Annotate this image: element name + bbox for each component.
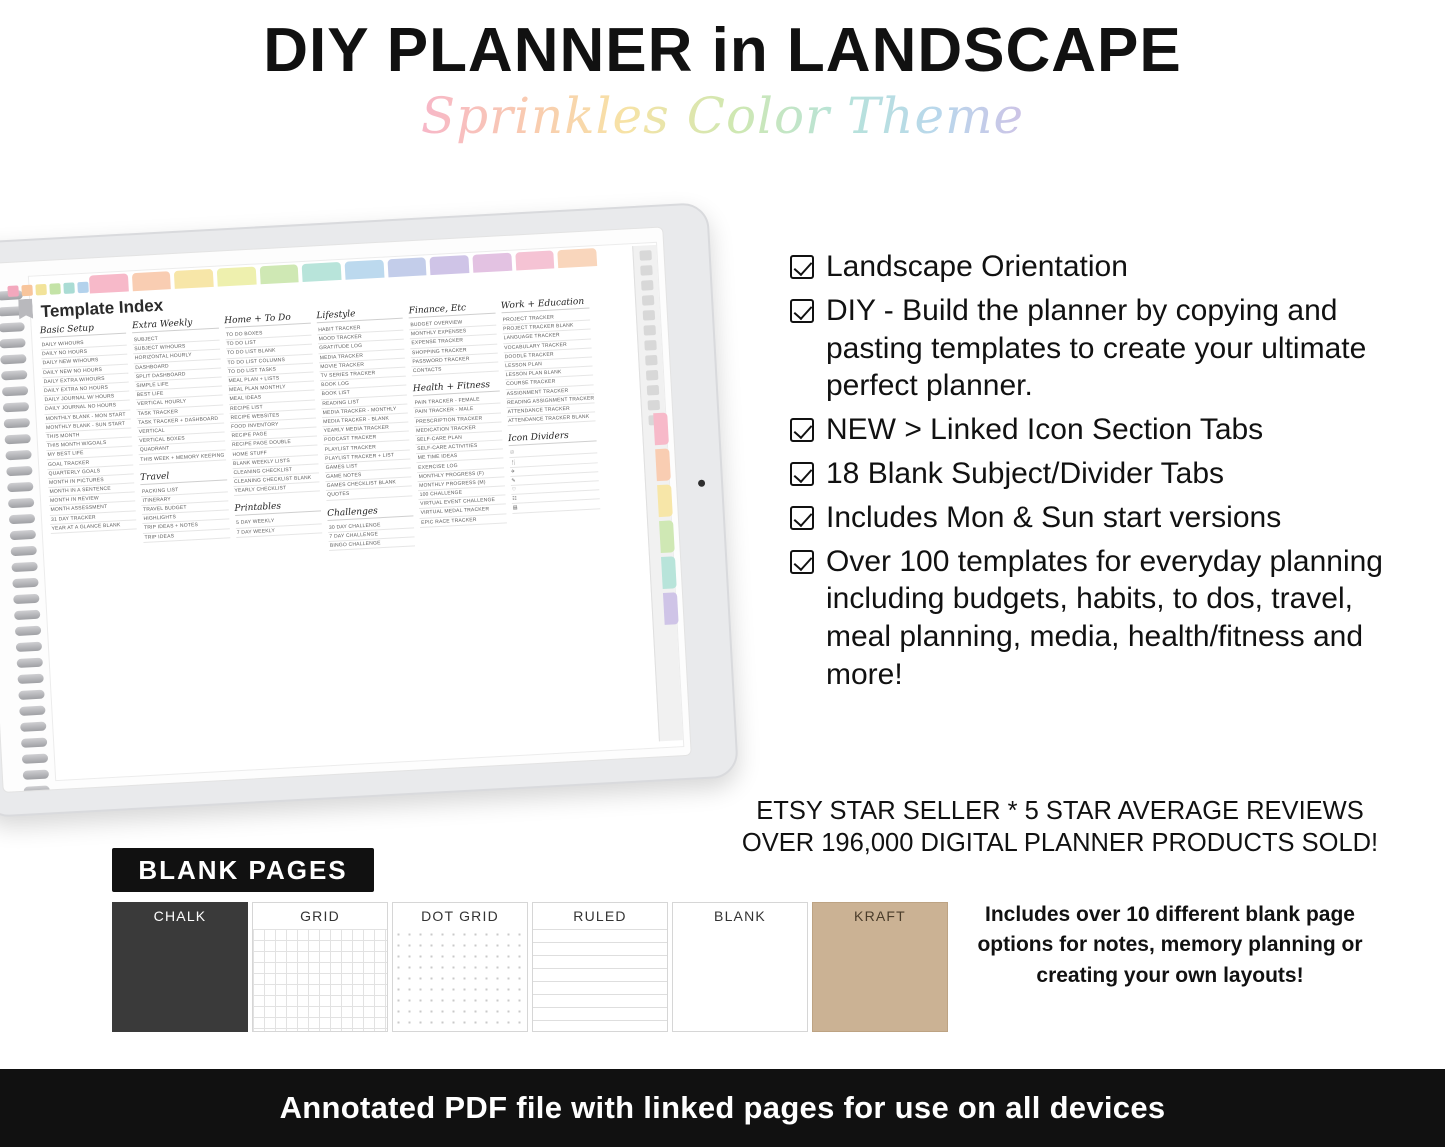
seller-line-2: OVER 196,000 DIGITAL PLANNER PRODUCTS SOLD! <box>741 829 1379 858</box>
camera-dot <box>698 479 705 486</box>
index-row[interactable]: 30 DAY CHALLENGE <box>328 519 415 533</box>
page-subtitle: Sprinkles Color Theme <box>420 87 1025 146</box>
swatch-body <box>533 929 667 1031</box>
index-row[interactable]: MONTH IN A SENTENCE <box>48 483 135 497</box>
feature-label: Includes Mon & Sun start versions <box>826 500 1282 534</box>
icon-divider-row[interactable]: ☷ <box>511 490 600 504</box>
index-row[interactable]: SUBJECT W/HOURS <box>133 341 220 355</box>
index-row[interactable]: DAILY W/HOURS <box>40 337 127 351</box>
column-heading: Extra Weekly <box>132 317 219 334</box>
index-row[interactable]: ASSIGNMENT TRACKER <box>505 385 594 399</box>
index-row[interactable]: PLAYLIST TRACKER + LIST <box>324 450 411 464</box>
index-row[interactable]: READING ASSIGNMENT TRACKER <box>506 394 595 408</box>
index-row[interactable]: PASSWORD TRACKER <box>411 353 498 367</box>
index-row[interactable]: DASHBOARD <box>134 359 221 373</box>
index-row[interactable]: LESSON PLAN <box>504 357 593 371</box>
index-row[interactable]: TO DO LIST BLANK <box>226 345 313 359</box>
index-row[interactable]: ATTENDANCE TRACKER <box>506 403 595 417</box>
checkbox-checked-icon <box>790 418 814 442</box>
index-row[interactable]: PACKING LIST <box>141 483 228 497</box>
column-heading: Travel <box>140 468 227 485</box>
swatch-label: CHALK <box>153 908 207 924</box>
feature-label: Landscape Orientation <box>826 250 1128 283</box>
subtitle-wrap <box>0 87 1445 173</box>
index-row[interactable]: MONTHLY BLANK - SUN START <box>45 419 132 433</box>
index-row[interactable]: HOME STUFF <box>231 446 318 460</box>
index-row[interactable]: THIS MONTH W/GOALS <box>46 438 133 452</box>
index-row[interactable]: GAMES LIST <box>325 459 412 473</box>
swatch-ruled[interactable] <box>532 902 668 1032</box>
seller-credentials <box>690 795 1430 859</box>
swatch-chalk[interactable] <box>112 902 248 1032</box>
feature-label: 18 Blank Subject/Divider Tabs <box>826 456 1224 490</box>
column-heading: Health + Fitness <box>413 380 500 397</box>
index-row[interactable]: TO DO LIST <box>225 336 312 350</box>
feature-item <box>790 455 1420 493</box>
checkbox-checked-icon <box>790 299 814 323</box>
index-row[interactable]: MEAL PLAN + LISTS <box>227 372 314 386</box>
blank-pages-note: Includes over 10 different blank page options for notes, memory planning or creating your own layouts! <box>977 903 1363 987</box>
column-heading: Home + To Do <box>224 312 311 329</box>
index-column-extra-weekly <box>132 317 242 769</box>
index-row[interactable]: VOCABULARY TRACKER <box>503 339 592 353</box>
feature-item <box>790 411 1420 449</box>
index-row[interactable]: MEDICATION TRACKER <box>415 422 502 436</box>
index-row[interactable]: MONTH IN PICTURES <box>48 474 135 488</box>
index-row[interactable]: BUDGET OVERVIEW <box>409 317 496 331</box>
index-row[interactable]: SELF-CARE PLAN <box>415 431 502 445</box>
index-row[interactable]: PAIN TRACKER - FEMALE <box>413 395 500 409</box>
top-color-tabs[interactable] <box>89 248 597 295</box>
swatch-label: KRAFT <box>854 908 906 924</box>
footer-banner: Annotated PDF file with linked pages for use on all devices <box>0 1069 1445 1147</box>
icon-divider-row[interactable]: ✈ <box>510 463 599 477</box>
tablet-device <box>0 202 739 818</box>
index-row[interactable]: GAME NOTES <box>325 468 412 482</box>
template-index-columns <box>40 297 613 774</box>
tablet-mockup <box>0 222 728 822</box>
index-row[interactable]: EXERCISE LOG <box>417 459 504 473</box>
index-row[interactable]: TASK TRACKER <box>137 405 224 419</box>
index-row[interactable]: TO DO LIST TASKS <box>227 363 314 377</box>
index-row[interactable]: MEDIA TRACKER - MONTHLY <box>322 404 409 418</box>
index-row[interactable]: COURSE TRACKER <box>505 376 594 390</box>
index-row[interactable]: PROJECT TRACKER BLANK <box>502 321 591 335</box>
index-row[interactable]: VERTICAL HOURLY <box>136 396 223 410</box>
index-row[interactable]: EPIC RACE TRACKER <box>420 514 507 528</box>
planner-page <box>28 242 684 781</box>
index-row[interactable]: MOOD TRACKER <box>318 331 405 345</box>
index-row[interactable]: THIS MONTH <box>45 428 132 442</box>
swatch-body <box>113 929 247 1031</box>
index-row[interactable]: LESSON PLAN BLANK <box>504 367 593 381</box>
index-row[interactable]: SPLIT DASHBOARD <box>135 368 222 382</box>
index-column-lifestyle <box>316 307 426 759</box>
index-row[interactable]: RECIPE LIST <box>229 400 316 414</box>
index-row[interactable]: BLANK WEEKLY LISTS <box>232 455 319 469</box>
index-row[interactable]: 100 CHALLENGE <box>418 486 505 500</box>
index-column-basic-setup <box>40 322 150 774</box>
swatch-label: BLANK <box>714 908 766 924</box>
index-row[interactable]: EXPENSE TRACKER <box>410 335 497 349</box>
swatch-body <box>673 929 807 1031</box>
index-row[interactable]: TRIP IDEAS + NOTES <box>143 520 230 534</box>
icon-divider-row[interactable]: ▤ <box>512 500 601 514</box>
swatch-label: DOT GRID <box>421 908 499 924</box>
feature-item <box>790 292 1420 405</box>
index-row[interactable]: RECIPE PAGE DOUBLE <box>231 437 318 451</box>
index-row[interactable]: TASK TRACKER + DASHBOARD <box>137 414 224 428</box>
index-row[interactable]: CLEANING CHECKLIST BLANK <box>233 473 320 487</box>
index-row[interactable]: QUARTERLY GOALS <box>47 465 134 479</box>
index-row[interactable]: BOOK LOG <box>320 377 407 391</box>
feature-label: Over 100 templates for everyday planning including budgets, habits, to dos, travel, meal planning, media, health/fitness and more! <box>826 544 1383 691</box>
index-row[interactable]: PLAYLIST TRACKER <box>324 441 411 455</box>
index-row[interactable]: QUOTES <box>326 487 413 501</box>
index-row[interactable]: SUBJECT <box>133 332 220 346</box>
index-row[interactable]: PODCAST TRACKER <box>323 432 410 446</box>
index-row[interactable]: MONTH IN REVIEW <box>49 493 136 507</box>
feature-label: NEW > Linked Icon Section Tabs <box>826 413 1264 447</box>
column-heading: Finance, Etc <box>408 302 495 319</box>
swatch-label: GRID <box>300 908 340 924</box>
swatch-label: RULED <box>573 908 627 924</box>
index-row[interactable]: QUADRANT <box>139 442 226 456</box>
feature-list <box>790 248 1420 700</box>
index-row[interactable]: PAIN TRACKER - MALE <box>414 404 501 418</box>
index-row[interactable]: DAILY EXTRA W/HOURS <box>42 373 129 387</box>
index-row[interactable]: FOOD INVENTORY <box>230 418 317 432</box>
seller-line-1: ETSY STAR SELLER * 5 STAR AVERAGE REVIEWS <box>756 797 1364 825</box>
index-row[interactable]: MONTHLY PROGRESS (M) <box>418 477 505 491</box>
index-row[interactable]: MONTH ASSESSMENT <box>49 502 136 516</box>
index-row[interactable]: GRATITUDE LOG <box>318 340 405 354</box>
planner-icon-tabs[interactable] <box>7 282 88 297</box>
index-row[interactable]: DAILY NEW W/HOURS <box>41 355 128 369</box>
checkbox-checked-icon <box>790 255 814 279</box>
checkbox-checked-icon <box>790 462 814 486</box>
index-row[interactable]: SHOPPING TRACKER <box>411 344 498 358</box>
index-row[interactable]: DAILY NEW NO HOURS <box>42 364 129 378</box>
index-row[interactable]: MONTHLY EXPENSES <box>410 326 497 340</box>
index-row[interactable]: BOOK LIST <box>321 386 408 400</box>
index-row[interactable]: TRIP IDEAS <box>143 529 230 543</box>
index-row[interactable]: HIGHLIGHTS <box>142 511 229 525</box>
page-title: DIY PLANNER in LANDSCAPE <box>263 16 1182 85</box>
swatch-blank[interactable] <box>672 902 808 1032</box>
index-row[interactable]: TO DO LIST COLUMNS <box>226 354 313 368</box>
blank-pages-badge: BLANK PAGES <box>112 848 374 892</box>
index-row[interactable]: DAILY JOURNAL NO HOURS <box>44 401 131 415</box>
index-row[interactable]: DAILY JOURNAL W/ HOURS <box>43 392 130 406</box>
column-heading: Challenges <box>327 504 414 521</box>
index-row[interactable]: RECIPE WEBSITES <box>229 409 316 423</box>
index-row[interactable]: SELF-CARE ACTIVITIES <box>416 441 503 455</box>
icon-divider-row[interactable]: ✎ <box>510 472 599 486</box>
index-row[interactable]: VERTICAL <box>138 423 225 437</box>
swatch-grid[interactable] <box>252 902 388 1032</box>
index-row[interactable]: MY BEST LIFE <box>46 447 133 461</box>
index-row[interactable]: VIRTUAL MEDAL TRACKER <box>419 505 506 519</box>
index-row[interactable]: MEAL PLAN MONTHLY <box>228 382 315 396</box>
index-column-work-education <box>501 297 613 749</box>
poster-header <box>0 0 1445 173</box>
index-row[interactable]: DOODLE TRACKER <box>503 348 592 362</box>
swatch-body <box>253 929 387 1031</box>
column-heading: Lifestyle <box>316 307 403 324</box>
icon-divider-row[interactable]: 🍴 <box>509 454 598 468</box>
checkbox-checked-icon <box>790 506 814 530</box>
index-row[interactable]: HABIT TRACKER <box>317 322 404 336</box>
feature-item <box>790 248 1420 286</box>
index-row[interactable]: VERTICAL BOXES <box>138 433 225 447</box>
feature-item <box>790 499 1420 537</box>
index-row[interactable]: MEDIA TRACKER - BLANK <box>322 413 409 427</box>
index-row[interactable]: 31 DAY TRACKER <box>50 511 137 525</box>
index-row[interactable]: TO DO BOXES <box>225 327 312 341</box>
index-row[interactable]: MONTHLY PROGRESS (F) <box>417 468 504 482</box>
index-row[interactable]: READING LIST <box>321 395 408 409</box>
index-row[interactable]: LANGUAGE TRACKER <box>502 330 591 344</box>
index-row[interactable]: BINGO CHALLENGE <box>329 537 416 551</box>
index-row[interactable]: MOVIE TRACKER <box>319 358 406 372</box>
index-row[interactable]: ATTENDANCE TRACKER BLANK <box>507 412 596 426</box>
index-row[interactable]: ME TIME IDEAS <box>416 450 503 464</box>
index-column-finance <box>408 302 518 754</box>
column-heading: Icon Dividers <box>508 430 597 447</box>
index-row[interactable]: DAILY EXTRA NO HOURS <box>43 382 130 396</box>
index-row[interactable]: ITINERARY <box>141 492 228 506</box>
index-row[interactable]: TV SERIES TRACKER <box>320 367 407 381</box>
column-heading: Work + Education <box>501 297 590 314</box>
index-row[interactable]: RECIPE PAGE <box>230 428 317 442</box>
index-row[interactable]: GOAL TRACKER <box>47 456 134 470</box>
swatch-dot-grid[interactable] <box>392 902 528 1032</box>
feature-label: DIY - Build the planner by copying and pasting templates to create your ultimate perfect planner. <box>826 293 1367 403</box>
icon-divider-row[interactable]: ♡ <box>511 481 600 495</box>
planner-page-title: Template Index <box>40 295 164 322</box>
index-row[interactable]: BEST LIFE <box>136 387 223 401</box>
index-row[interactable]: SIMPLE LIFE <box>135 377 222 391</box>
swatch-body <box>813 929 947 1031</box>
index-row[interactable]: YEARLY MEDIA TRACKER <box>323 423 410 437</box>
index-row[interactable]: YEARLY CHECKLIST <box>233 483 320 497</box>
index-row[interactable]: MEDIA TRACKER <box>319 349 406 363</box>
feature-item <box>790 543 1420 694</box>
index-row[interactable]: CLEANING CHECKLIST <box>232 464 319 478</box>
index-row[interactable]: MEAL IDEAS <box>228 391 315 405</box>
index-row[interactable]: 7 DAY WEEKLY <box>236 524 323 538</box>
index-row[interactable]: HORIZONTAL HOURLY <box>134 350 221 364</box>
blank-page-swatches <box>112 902 948 1032</box>
index-row[interactable]: VIRTUAL EVENT CHALLENGE <box>419 496 506 510</box>
icon-divider-row[interactable]: ☉ <box>509 445 598 459</box>
index-row[interactable]: CONTACTS <box>412 363 499 377</box>
index-row[interactable]: PRESCRIPTION TRACKER <box>414 413 501 427</box>
column-heading: Basic Setup <box>40 322 127 339</box>
index-row[interactable]: MONTHLY BLANK - MON START <box>44 410 131 424</box>
index-row[interactable]: PROJECT TRACKER <box>501 312 590 326</box>
index-row[interactable]: 5 DAY WEEKLY <box>235 515 322 529</box>
index-row[interactable]: TRAVEL BUDGET <box>142 501 229 515</box>
index-row[interactable]: YEAR AT A GLANCE BLANK <box>50 520 137 534</box>
checkbox-checked-icon <box>790 550 814 574</box>
index-column-home-todo <box>224 312 334 764</box>
index-row[interactable]: THIS WEEK + MEMORY KEEPING <box>139 451 226 465</box>
swatch-body <box>393 929 527 1031</box>
swatch-kraft[interactable] <box>812 902 948 1032</box>
tablet-screen <box>0 226 692 793</box>
index-row[interactable]: GAMES CHECKLIST BLANK <box>326 478 413 492</box>
index-row[interactable]: DAILY NO HOURS <box>41 346 128 360</box>
column-heading: Printables <box>234 500 321 517</box>
index-row[interactable]: 7 DAY CHALLENGE <box>328 528 415 542</box>
